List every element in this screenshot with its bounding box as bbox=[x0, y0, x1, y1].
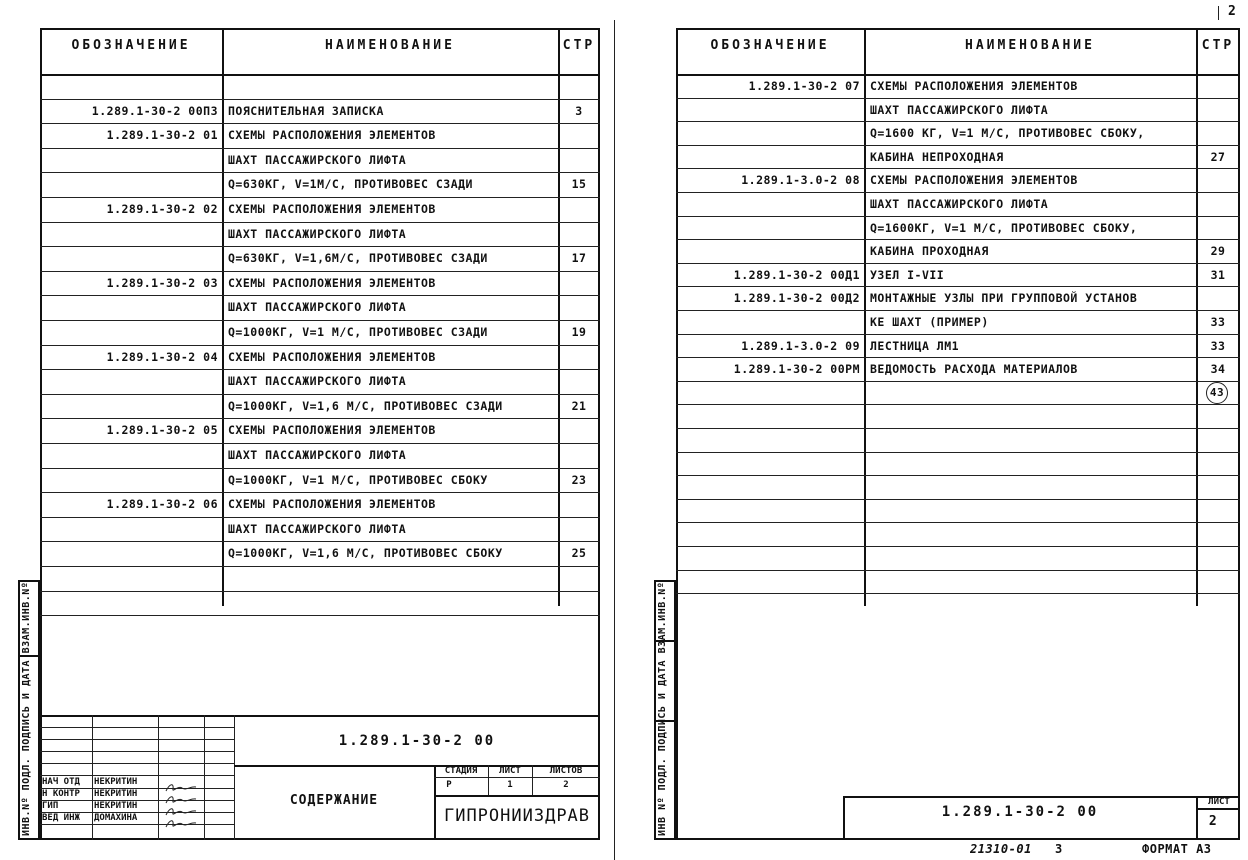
row-name: КЕ ШАХТ (ПРИМЕР) bbox=[870, 315, 989, 329]
row-name: СХЕМЫ РАСПОЛОЖЕНИЯ ЭЛЕМЕНТОВ bbox=[870, 173, 1078, 188]
footer-format: ФОРМАТ А3 bbox=[1142, 842, 1212, 856]
row-page: 33 bbox=[1210, 315, 1226, 329]
header-page: СТР bbox=[562, 38, 596, 53]
row-name: ШАХТ ПАССАЖИРСКОГО ЛИФТА bbox=[228, 226, 407, 241]
row-name: ЛЕСТНИЦА ЛМ1 bbox=[870, 338, 960, 353]
table-row bbox=[40, 74, 600, 99]
row-name: ШАХТ ПАССАЖИРСКОГО ЛИФТА bbox=[228, 374, 407, 389]
row-designation: 1.289.1-3.0-2 09 bbox=[741, 338, 860, 353]
footer-number: 21310-01 bbox=[970, 842, 1032, 856]
row-page: 15 bbox=[571, 177, 587, 192]
row-designation: 1.289.1-30-2 01 bbox=[106, 128, 218, 143]
row-page: 31 bbox=[1210, 267, 1226, 282]
right-doc-code: 1.289.1-30-2 00 bbox=[941, 804, 1099, 820]
total-pages-circle: 43 bbox=[1206, 382, 1228, 404]
row-name: Q=1600 КГ, V=1 М/С, ПРОТИВОВЕС СБОКУ, bbox=[870, 126, 1145, 141]
signer-role: ГИП bbox=[42, 801, 59, 811]
row-name: УЗЕЛ I-VII bbox=[870, 267, 945, 282]
row-name: СХЕМЫ РАСПОЛОЖЕНИЯ ЭЛЕМЕНТОВ bbox=[228, 275, 436, 290]
row-designation: 1.289.1-30-2 00ПЗ bbox=[91, 103, 218, 118]
left-side-strip-text: ИНВ.Nº ПОДЛ. ПОДПИСЬ И ДАТА ВЗАМ.ИНВ.Nº bbox=[21, 581, 32, 836]
row-name: Q=1000КГ, V=1 М/С, ПРОТИВОВЕС СЗАДИ bbox=[228, 325, 488, 339]
row-name: ШАХТ ПАССАЖИРСКОГО ЛИФТА bbox=[228, 521, 407, 536]
table-row bbox=[676, 499, 1240, 523]
row-page: 3 bbox=[575, 103, 583, 118]
row-page: 27 bbox=[1210, 149, 1226, 164]
row-designation: 1.289.1-30-2 05 bbox=[106, 423, 218, 438]
row-name: МОНТАЖНЫЕ УЗЛЫ ПРИ ГРУППОВОЙ УСТАНОВ bbox=[870, 291, 1138, 306]
signer-name: НЕКРИТИН bbox=[94, 789, 138, 799]
signer-name: ДОМАХИНА bbox=[94, 813, 138, 823]
organization-name: ГИПРОНИИЗДРАВ bbox=[443, 806, 591, 826]
sheet-separator bbox=[614, 20, 615, 860]
row-page: 23 bbox=[571, 472, 587, 487]
row-designation: 1.289.1-30-2 07 bbox=[748, 79, 860, 93]
row-name: ШАХТ ПАССАЖИРСКОГО ЛИФТА bbox=[228, 448, 407, 462]
row-name: ШАХТ ПАССАЖИРСКОГО ЛИФТА bbox=[228, 300, 407, 315]
row-name: СХЕМЫ РАСПОЛОЖЕНИЯ ЭЛЕМЕНТОВ bbox=[228, 128, 436, 143]
table-row bbox=[676, 452, 1240, 476]
header-designation: ОБОЗНАЧЕНИЕ bbox=[710, 38, 830, 53]
sheets-label: ЛИСТОВ bbox=[549, 766, 583, 776]
stage-value: Р bbox=[446, 780, 452, 790]
row-designation: 1.289.1-30-2 04 bbox=[106, 349, 218, 364]
row-designation: 1.289.1-30-2 00Д2 bbox=[733, 291, 860, 306]
table-row bbox=[676, 404, 1240, 428]
row-name: Q=630КГ, V=1,6М/С, ПРОТИВОВЕС СЗАДИ bbox=[228, 251, 488, 266]
signer-role: Н КОНТР bbox=[42, 789, 80, 799]
table-row bbox=[676, 428, 1240, 452]
row-page: 17 bbox=[571, 251, 587, 266]
row-page: 25 bbox=[571, 546, 587, 561]
row-name: Q=1600КГ, V=1 М/С, ПРОТИВОВЕС СБОКУ, bbox=[870, 220, 1138, 235]
row-page: 33 bbox=[1210, 338, 1226, 353]
row-designation: 1.289.1-30-2 02 bbox=[106, 202, 218, 216]
row-name: Q=1000КГ, V=1,6 М/С, ПРОТИВОВЕС СБОКУ bbox=[228, 546, 503, 561]
signer-role: НАЧ ОТД bbox=[42, 777, 80, 787]
row-name: ВЕДОМОСТЬ РАСХОДА МАТЕРИАЛОВ bbox=[870, 362, 1078, 377]
row-name: КАБИНА ПРОХОДНАЯ bbox=[870, 244, 989, 259]
row-name: Q=630КГ, V=1М/С, ПРОТИВОВЕС СЗАДИ bbox=[228, 177, 473, 192]
row-page: 19 bbox=[571, 325, 587, 339]
row-designation: 1.289.1-30-2 03 bbox=[106, 275, 218, 290]
row-page: 34 bbox=[1210, 362, 1226, 377]
signer-role: ВЕД ИНЖ bbox=[42, 813, 80, 823]
row-designation: 1.289.1-30-2 00Д1 bbox=[733, 267, 860, 282]
table-row bbox=[676, 546, 1240, 570]
stage-label: СТАДИЯ bbox=[444, 766, 478, 776]
row-name: СХЕМЫ РАСПОЛОЖЕНИЯ ЭЛЕМЕНТОВ bbox=[228, 349, 436, 364]
sheet-label: ЛИСТ bbox=[499, 766, 521, 776]
table-row bbox=[40, 591, 600, 616]
table-row bbox=[676, 522, 1240, 546]
sheets-value: 2 bbox=[563, 780, 569, 790]
row-name: СХЕМЫ РАСПОЛОЖЕНИЯ ЭЛЕМЕНТОВ bbox=[870, 79, 1078, 93]
row-designation: 1.289.1-30-2 06 bbox=[106, 497, 218, 512]
document-title: СОДЕРЖАНИЕ bbox=[289, 793, 379, 808]
right-sheet-label: ЛИСТ bbox=[1208, 797, 1230, 807]
signer-name: НЕКРИТИН bbox=[94, 801, 138, 811]
row-page: 29 bbox=[1210, 244, 1226, 259]
handwritten-signature bbox=[164, 814, 198, 824]
header-page: СТР bbox=[1201, 38, 1235, 53]
header-name: НАИМЕНОВАНИЕ bbox=[965, 38, 1095, 53]
handwritten-signature bbox=[164, 802, 198, 812]
handwritten-signature bbox=[164, 790, 198, 800]
row-name: СХЕМЫ РАСПОЛОЖЕНИЯ ЭЛЕМЕНТОВ bbox=[228, 423, 436, 438]
header-designation: ОБОЗНАЧЕНИЕ bbox=[71, 38, 191, 53]
corner-mark: 2 bbox=[1228, 4, 1237, 19]
left-doc-code: 1.289.1-30-2 00 bbox=[338, 733, 496, 749]
handwritten-signature bbox=[164, 778, 198, 788]
row-name: Q=1000КГ, V=1,6 М/С, ПРОТИВОВЕС СЗАДИ bbox=[228, 398, 503, 413]
row-name: КАБИНА НЕПРОХОДНАЯ bbox=[870, 149, 1004, 164]
row-designation: 1.289.1-3.0-2 08 bbox=[741, 173, 860, 188]
row-name: СХЕМЫ РАСПОЛОЖЕНИЯ ЭЛЕМЕНТОВ bbox=[228, 202, 436, 216]
row-page: 21 bbox=[571, 398, 587, 413]
footer-page: 3 bbox=[1055, 842, 1063, 856]
row-name: ПОЯСНИТЕЛЬНАЯ ЗАПИСКА bbox=[228, 103, 384, 118]
row-designation: 1.289.1-30-2 00РМ bbox=[733, 362, 860, 377]
sheet-value: 1 bbox=[507, 780, 513, 790]
row-name: ШАХТ ПАССАЖИРСКОГО ЛИФТА bbox=[228, 152, 407, 167]
row-name: ШАХТ ПАССАЖИРСКОГО ЛИФТА bbox=[870, 102, 1049, 117]
row-name: СХЕМЫ РАСПОЛОЖЕНИЯ ЭЛЕМЕНТОВ bbox=[228, 497, 436, 512]
row-name: ШАХТ ПАССАЖИРСКОГО ЛИФТА bbox=[870, 197, 1049, 211]
table-row bbox=[676, 475, 1240, 499]
table-row bbox=[40, 566, 600, 591]
right-sheet-number: 2 bbox=[1208, 814, 1218, 829]
signer-name: НЕКРИТИН bbox=[94, 777, 138, 787]
header-name: НАИМЕНОВАНИЕ bbox=[325, 38, 455, 53]
right-side-strip-text: ИНВ Nº ПОДЛ. ПОДПИСЬ И ДАТА ВЗАМ.ИНВ.Nº bbox=[657, 581, 668, 836]
row-name: Q=1000КГ, V=1 М/С, ПРОТИВОВЕС СБОКУ bbox=[228, 472, 488, 487]
table-row bbox=[676, 381, 1240, 405]
table-row bbox=[676, 570, 1240, 594]
